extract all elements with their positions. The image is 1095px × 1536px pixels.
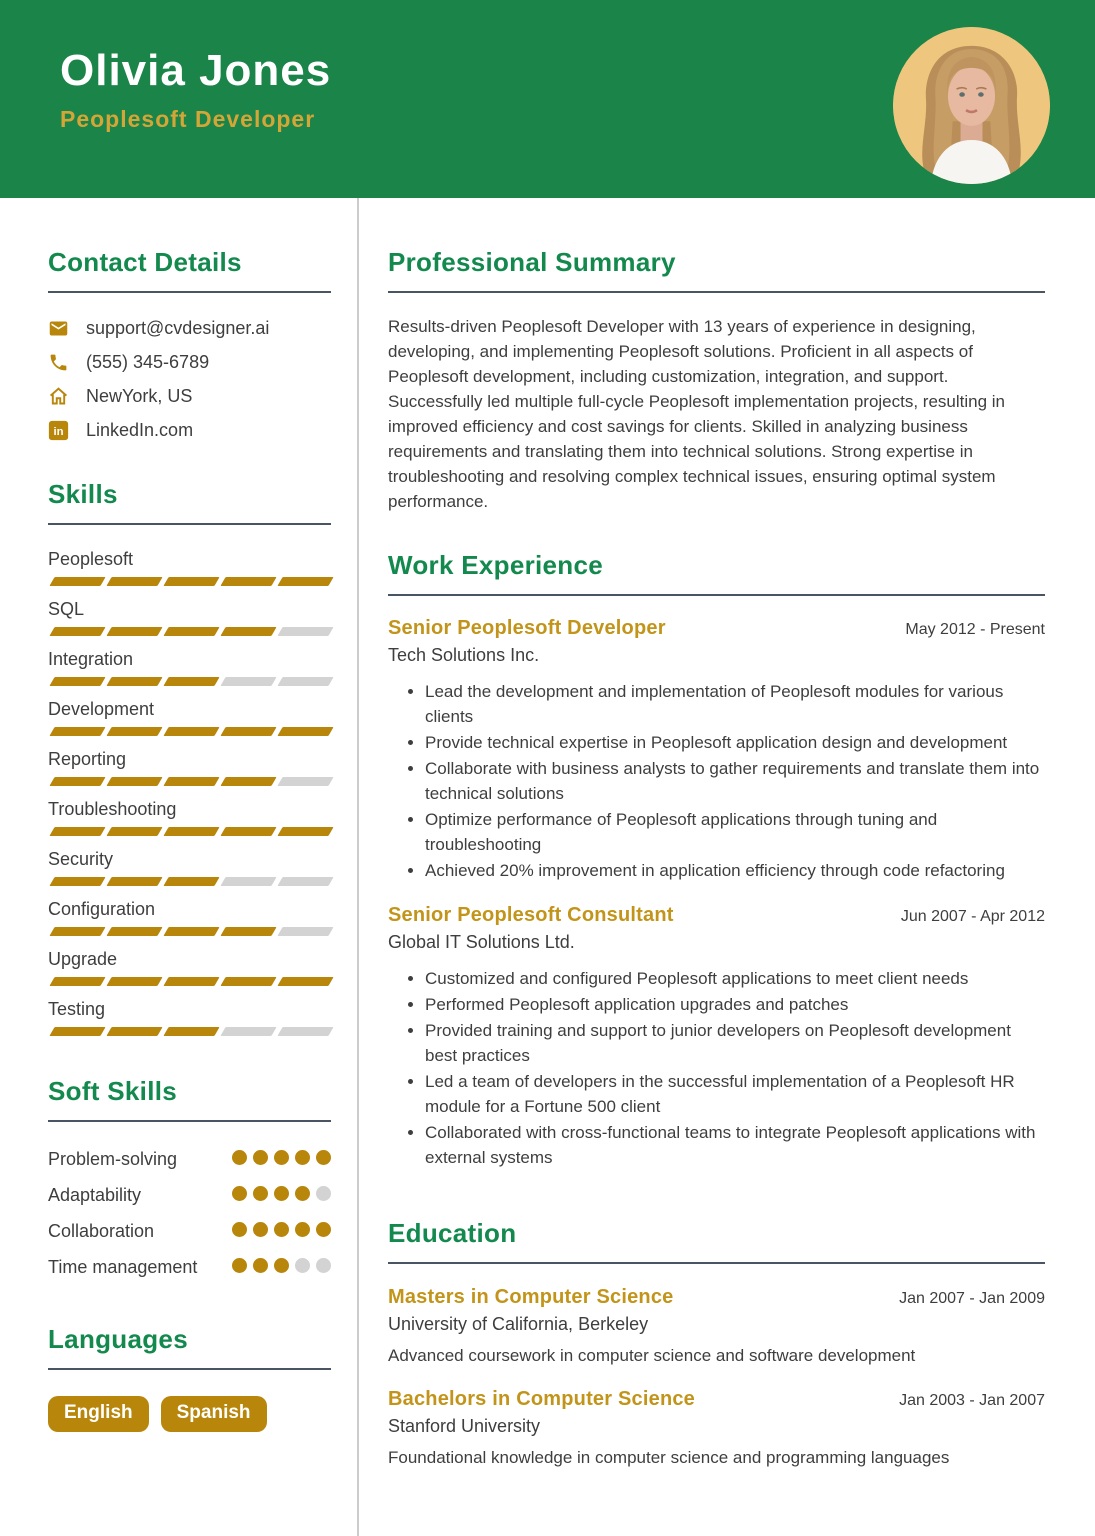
section-divider xyxy=(48,1120,331,1122)
soft-skill-item xyxy=(48,1254,331,1280)
dot-filled xyxy=(232,1222,247,1237)
job-entry xyxy=(388,904,1045,1170)
education-description: Foundational knowledge in computer science and programming languages xyxy=(388,1448,950,1467)
education-description: Advanced coursework in computer science and software development xyxy=(388,1346,916,1365)
contact-item xyxy=(48,419,331,441)
languages-list xyxy=(48,1396,331,1432)
dot-filled xyxy=(316,1222,331,1237)
skill-name: Peoplesoft xyxy=(48,549,134,569)
bar-segment-filled xyxy=(106,877,162,886)
dot-filled xyxy=(295,1222,310,1237)
skill-level-bar xyxy=(48,777,331,786)
dot-empty xyxy=(295,1258,310,1273)
home-icon xyxy=(48,386,69,407)
dot-empty xyxy=(316,1258,331,1273)
bar-segment-filled xyxy=(163,727,219,736)
dot-filled xyxy=(295,1186,310,1201)
section-divider xyxy=(388,291,1045,293)
dot-filled xyxy=(274,1150,289,1165)
language-pill: English xyxy=(48,1396,149,1432)
bar-segment-empty xyxy=(277,1027,333,1036)
soft-skill-name: Time management xyxy=(48,1257,198,1277)
bar-segment-filled xyxy=(106,777,162,786)
skill-item xyxy=(48,849,331,886)
skill-name: Development xyxy=(48,699,155,719)
soft-skill-name: Adaptability xyxy=(48,1185,142,1205)
job-bullet: • Optimize performance of Peoplesoft applications through tuning and troubleshooting xyxy=(425,807,1045,857)
job-title: Senior Peoplesoft Developer xyxy=(388,617,666,639)
skill-level-bar xyxy=(48,727,331,736)
bar-segment-filled xyxy=(49,627,105,636)
skill-item xyxy=(48,699,331,736)
dot-filled xyxy=(316,1150,331,1165)
contact-text: NewYork, US xyxy=(86,385,193,406)
job-dates: May 2012 - Present xyxy=(905,621,1045,638)
linkedin-icon xyxy=(48,420,69,441)
skills-section xyxy=(48,479,331,1036)
skills-list xyxy=(48,549,331,1036)
avatar-illustration xyxy=(893,27,1050,184)
bar-segment-empty xyxy=(220,677,276,686)
dot-filled xyxy=(253,1150,268,1165)
contact-item xyxy=(48,317,331,339)
soft-skills-list xyxy=(48,1146,331,1280)
bar-segment-filled xyxy=(163,877,219,886)
bar-segment-filled xyxy=(220,577,276,586)
languages-heading: Languages xyxy=(48,1324,188,1354)
soft-skill-level-dots xyxy=(232,1182,331,1201)
job-bullet: • Provided training and support to junior developers on Peoplesoft development best practices xyxy=(425,1018,1045,1068)
bar-segment-filled xyxy=(277,577,333,586)
skill-level-bar xyxy=(48,927,331,936)
languages-section xyxy=(48,1324,331,1432)
bar-segment-filled xyxy=(163,777,219,786)
bar-segment-filled xyxy=(163,1027,219,1036)
bar-segment-filled xyxy=(49,977,105,986)
soft-skill-item xyxy=(48,1146,331,1172)
bar-segment-empty xyxy=(220,1027,276,1036)
education-heading: Education xyxy=(388,1218,517,1248)
skill-item xyxy=(48,999,331,1036)
dot-filled xyxy=(253,1258,268,1273)
dot-filled xyxy=(295,1150,310,1165)
skill-level-bar xyxy=(48,627,331,636)
skill-name: SQL xyxy=(48,599,85,619)
bar-segment-empty xyxy=(220,877,276,886)
language-pill: Spanish xyxy=(161,1396,267,1432)
header-banner xyxy=(0,0,1095,198)
bar-segment-filled xyxy=(106,627,162,636)
bar-segment-filled xyxy=(163,977,219,986)
job-entry xyxy=(388,617,1045,883)
section-divider xyxy=(48,1368,331,1370)
bar-segment-filled xyxy=(106,577,162,586)
job-bullet: • Performed Peoplesoft application upgrades and patches xyxy=(425,992,1045,1017)
education-header xyxy=(388,1286,1045,1309)
section-divider xyxy=(388,1262,1045,1264)
bar-segment-filled xyxy=(277,827,333,836)
bar-segment-filled xyxy=(49,577,105,586)
bar-segment-filled xyxy=(106,977,162,986)
job-title: Senior Peoplesoft Consultant xyxy=(388,904,674,926)
soft-skill-level-dots xyxy=(232,1218,331,1237)
contact-text: (555) 345-6789 xyxy=(86,351,210,372)
skill-name: Upgrade xyxy=(48,949,118,969)
job-bullet: • Provide technical expertise in Peoplesoft application design and development xyxy=(425,730,1045,755)
contact-text: support@cvdesigner.ai xyxy=(86,317,270,338)
contact-item xyxy=(48,351,331,373)
bar-segment-filled xyxy=(163,577,219,586)
job-company: Tech Solutions Inc. xyxy=(388,645,540,665)
skill-level-bar xyxy=(48,977,331,986)
soft-skill-item xyxy=(48,1182,331,1208)
job-bullet: • Led a team of developers in the successful implementation of a Peoplesoft HR module for a Fortune 500 client xyxy=(425,1069,1045,1119)
person-name: Olivia Jones xyxy=(60,46,332,95)
section-divider xyxy=(388,594,1045,596)
bar-segment-empty xyxy=(277,777,333,786)
soft-skills-heading: Soft Skills xyxy=(48,1076,177,1106)
bar-segment-filled xyxy=(49,677,105,686)
dot-filled xyxy=(274,1222,289,1237)
sidebar xyxy=(0,198,359,1536)
education-entry xyxy=(388,1388,1045,1468)
bar-segment-empty xyxy=(277,877,333,886)
summary-section xyxy=(388,247,1045,514)
bar-segment-filled xyxy=(106,677,162,686)
job-dates: Jun 2007 - Apr 2012 xyxy=(900,908,1045,925)
education-entry xyxy=(388,1286,1045,1366)
education-list xyxy=(388,1286,1045,1468)
skill-name: Testing xyxy=(48,999,106,1019)
education-dates: Jan 2003 - Jan 2007 xyxy=(899,1392,1045,1409)
experience-section xyxy=(388,550,1045,1170)
mail-icon xyxy=(48,318,69,339)
bar-segment-filled xyxy=(163,927,219,936)
bar-segment-empty xyxy=(277,927,333,936)
bar-segment-filled xyxy=(106,727,162,736)
bar-segment-empty xyxy=(277,627,333,636)
jobs-list xyxy=(388,617,1045,1170)
bar-segment-filled xyxy=(220,727,276,736)
bar-segment-filled xyxy=(49,1027,105,1036)
job-bullet-list xyxy=(388,966,1045,1170)
skill-item xyxy=(48,549,331,586)
soft-skill-level-dots xyxy=(232,1146,331,1165)
dot-filled xyxy=(274,1258,289,1273)
profile-photo xyxy=(893,27,1050,184)
skill-level-bar xyxy=(48,827,331,836)
bar-segment-filled xyxy=(49,877,105,886)
person-job-title: Peoplesoft Developer xyxy=(60,106,316,132)
bar-segment-filled xyxy=(220,827,276,836)
bar-segment-filled xyxy=(277,977,333,986)
contact-section xyxy=(48,247,331,441)
summary-text: Results-driven Peoplesoft Developer with 13 years of experience in designing, developing, and implementing Peoplesoft solutions. Proficient in all aspects of Peoplesoft development, including customization, integration, and support. Successfully led multiple full-cycle Peoplesoft implementation projects, resulting in improved efficiency and cost savings for clients. Skilled in analyzing business requirements and translating them into technical solutions. Strong expertise in troubleshooting and resolving complex technical issues, ensuring optimal system performance. xyxy=(388,317,1006,511)
soft-skills-section xyxy=(48,1076,331,1280)
contact-heading: Contact Details xyxy=(48,247,242,277)
bar-segment-filled xyxy=(106,927,162,936)
education-degree: Masters in Computer Science xyxy=(388,1286,674,1308)
bar-segment-filled xyxy=(163,627,219,636)
education-header xyxy=(388,1388,1045,1411)
skill-level-bar xyxy=(48,677,331,686)
dot-filled xyxy=(232,1186,247,1201)
dot-filled xyxy=(232,1258,247,1273)
dot-filled xyxy=(253,1222,268,1237)
job-bullet: • Collaborate with business analysts to gather requirements and translate them into technical solutions xyxy=(425,756,1045,806)
main-column xyxy=(359,198,1095,1536)
experience-heading: Work Experience xyxy=(388,550,604,580)
job-bullet: • Achieved 20% improvement in application efficiency through code refactoring xyxy=(425,858,1045,883)
bar-segment-filled xyxy=(220,977,276,986)
job-header xyxy=(388,904,1045,927)
bar-segment-filled xyxy=(163,827,219,836)
education-school: University of California, Berkeley xyxy=(388,1314,649,1334)
phone-icon xyxy=(48,352,69,373)
section-divider xyxy=(48,523,331,525)
skill-level-bar xyxy=(48,1027,331,1036)
summary-heading: Professional Summary xyxy=(388,247,676,277)
bar-segment-filled xyxy=(106,1027,162,1036)
job-bullet: • Lead the development and implementation of Peoplesoft modules for various clients xyxy=(425,679,1045,729)
dot-filled xyxy=(253,1186,268,1201)
skill-item xyxy=(48,649,331,686)
skill-name: Configuration xyxy=(48,899,156,919)
job-bullet: • Customized and configured Peoplesoft applications to meet client needs xyxy=(425,966,1045,991)
education-degree: Bachelors in Computer Science xyxy=(388,1388,696,1410)
education-dates: Jan 2007 - Jan 2009 xyxy=(899,1290,1045,1307)
skill-level-bar xyxy=(48,877,331,886)
education-school: Stanford University xyxy=(388,1416,541,1436)
svg-text:in: in xyxy=(53,425,64,438)
bar-segment-filled xyxy=(277,727,333,736)
dot-filled xyxy=(274,1186,289,1201)
bar-segment-filled xyxy=(163,677,219,686)
skill-item xyxy=(48,749,331,786)
soft-skill-level-dots xyxy=(232,1254,331,1273)
skill-name: Integration xyxy=(48,649,134,669)
skill-item xyxy=(48,899,331,936)
bar-segment-empty xyxy=(277,677,333,686)
job-bullet-list xyxy=(388,679,1045,883)
job-company: Global IT Solutions Ltd. xyxy=(388,932,575,952)
contact-list xyxy=(48,317,331,441)
skills-heading: Skills xyxy=(48,479,118,509)
contact-text: LinkedIn.com xyxy=(86,419,194,440)
contact-item xyxy=(48,385,331,407)
skill-name: Reporting xyxy=(48,749,127,769)
soft-skill-name: Problem-solving xyxy=(48,1149,178,1169)
bar-segment-filled xyxy=(220,627,276,636)
bar-segment-filled xyxy=(106,827,162,836)
soft-skill-name: Collaboration xyxy=(48,1221,155,1241)
bar-segment-filled xyxy=(220,777,276,786)
skill-name: Troubleshooting xyxy=(48,799,177,819)
soft-skill-item xyxy=(48,1218,331,1244)
skill-item xyxy=(48,949,331,986)
section-divider xyxy=(48,291,331,293)
job-bullet: • Collaborated with cross-functional teams to integrate Peoplesoft applications with external systems xyxy=(425,1120,1045,1170)
skill-item xyxy=(48,799,331,836)
dot-filled xyxy=(232,1150,247,1165)
bar-segment-filled xyxy=(49,777,105,786)
bar-segment-filled xyxy=(49,727,105,736)
skill-item xyxy=(48,599,331,636)
skill-name: Security xyxy=(48,849,114,869)
education-section xyxy=(388,1218,1045,1468)
job-header xyxy=(388,617,1045,640)
bar-segment-filled xyxy=(220,927,276,936)
bar-segment-filled xyxy=(49,827,105,836)
dot-empty xyxy=(316,1186,331,1201)
bar-segment-filled xyxy=(49,927,105,936)
skill-level-bar xyxy=(48,577,331,586)
